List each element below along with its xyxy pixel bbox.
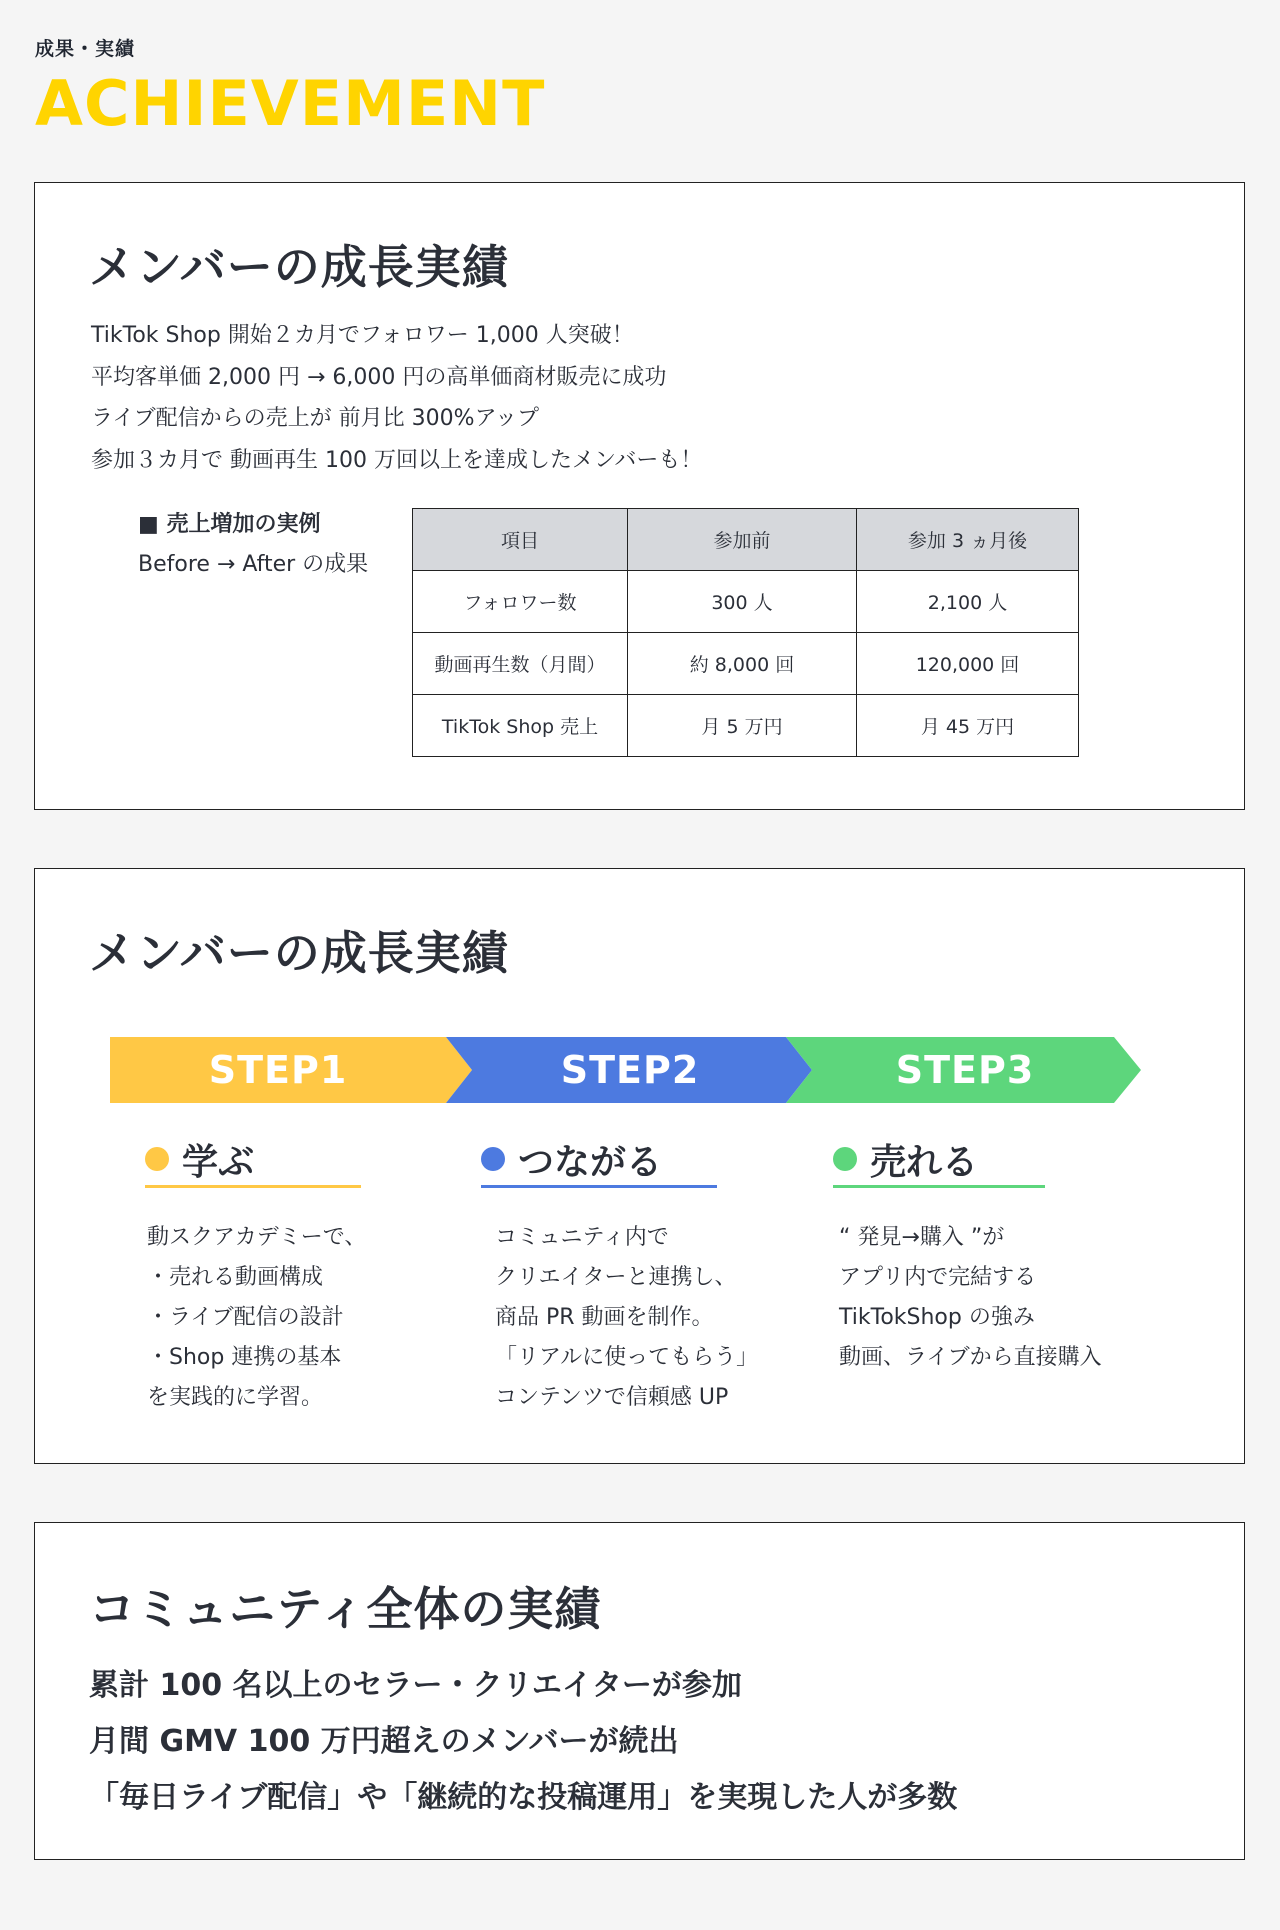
header-subtitle: 成果・実績: [35, 38, 136, 60]
step-chevrons: [110, 1037, 1141, 1103]
step3-title: 売れる: [870, 1141, 979, 1183]
step3-underline: [833, 1185, 1045, 1188]
step1-label: STEP1: [208, 1048, 348, 1092]
blue-dot-icon: [481, 1147, 505, 1171]
description-line: “ 発見→購入 ”が: [839, 1225, 1005, 1250]
step2-column: [481, 1137, 761, 1418]
step3-label: STEP3: [895, 1048, 1035, 1092]
description-line: コミュニティ内で: [495, 1225, 669, 1250]
table-header-row: [413, 509, 1079, 571]
table-cell: 月 5 万円: [628, 695, 857, 757]
step1-description: [147, 1218, 395, 1418]
achievement-item: TikTok Shop 開始２カ月でフォロワー 1,000 人突破！: [91, 323, 634, 348]
step2-label: STEP2: [560, 1048, 700, 1092]
green-dot-icon: [833, 1147, 857, 1171]
table-cell: フォロワー数: [413, 571, 628, 633]
card-title: コミュニティ全体の実績: [89, 1582, 602, 1636]
description-line: 「リアルに使ってもらう」: [495, 1345, 759, 1370]
step2-underline: [481, 1185, 717, 1188]
step3-description: [839, 1218, 1133, 1378]
achievement-item: 平均客単価 2,000 円 → 6,000 円の高単価商材販売に成功: [91, 364, 667, 390]
description-line: コンテンツで信頼感 UP: [495, 1385, 729, 1410]
step2-description: [495, 1218, 761, 1418]
description-line: クリエイターと連携し、: [495, 1265, 737, 1290]
description-line: アプリ内で完結する: [839, 1265, 1037, 1290]
card-title: メンバーの成長実績: [89, 926, 509, 980]
community-results-card: [34, 1522, 1245, 1860]
table-row: [413, 571, 1079, 633]
step2-title: つながる: [518, 1141, 663, 1183]
table-header-cell: 参加 3 ヵ月後: [857, 509, 1079, 571]
description-line: ・売れる動画構成: [147, 1265, 324, 1290]
before-after-table: [412, 508, 1079, 757]
table-cell: 月 45 万円: [857, 695, 1079, 757]
step2-heading: [481, 1137, 761, 1181]
community-stats-list: [89, 1658, 957, 1826]
table-cell: 300 人: [628, 571, 857, 633]
table-cell: 約 8,000 回: [628, 633, 857, 695]
table-cell: 動画再生数（月間）: [413, 633, 628, 695]
description-line: ・Shop 連携の基本: [147, 1345, 342, 1370]
step1-title: 学ぶ: [182, 1141, 255, 1183]
table-cell: 2,100 人: [857, 571, 1079, 633]
achievement-item: ライブ配信からの売上が 前月比 300%アップ: [91, 406, 540, 431]
achievement-item: 参加３カ月で 動画再生 100 万回以上を達成したメンバーも！: [91, 447, 703, 473]
description-line: TikTokShop の強み: [839, 1305, 1035, 1330]
step1-heading: [145, 1137, 395, 1181]
stat-item: 「毎日ライブ配信」や「継続的な投稿運用」を実現した人が多数: [89, 1780, 958, 1815]
steps-card: [34, 868, 1245, 1464]
page-header: [35, 34, 546, 140]
stat-item: 累計 100 名以上のセラー・クリエイターが参加: [89, 1668, 742, 1703]
description-line: 商品 PR 動画を制作。: [495, 1305, 714, 1330]
stat-item: 月間 GMV 100 万円超えのメンバーが続出: [89, 1724, 679, 1759]
example-label-caption: Before → After の成果: [138, 552, 369, 577]
description-line: 動画、ライブから直接購入: [839, 1345, 1102, 1370]
example-label: [138, 505, 368, 585]
table-cell: TikTok Shop 売上: [413, 695, 628, 757]
table-row: [413, 633, 1079, 695]
growth-results-card: [34, 182, 1245, 810]
table-header-cell: 項目: [413, 509, 628, 571]
table-row: [413, 695, 1079, 757]
example-label-title: ■ 売上増加の実例: [138, 512, 321, 537]
step3-heading: [833, 1137, 1133, 1181]
step1-column: [145, 1137, 395, 1418]
description-line: を実践的に学習。: [147, 1385, 324, 1410]
achievement-list: [91, 315, 702, 481]
table-header-cell: 参加前: [628, 509, 857, 571]
step3-column: [833, 1137, 1133, 1378]
description-line: ・ライブ配信の設計: [147, 1305, 344, 1330]
description-line: 動スクアカデミーで、: [147, 1225, 367, 1250]
yellow-dot-icon: [145, 1147, 169, 1171]
header-title: ACHIEVEMENT: [35, 67, 546, 140]
step1-underline: [145, 1185, 361, 1188]
card-title: メンバーの成長実績: [89, 240, 509, 294]
table-cell: 120,000 回: [857, 633, 1079, 695]
